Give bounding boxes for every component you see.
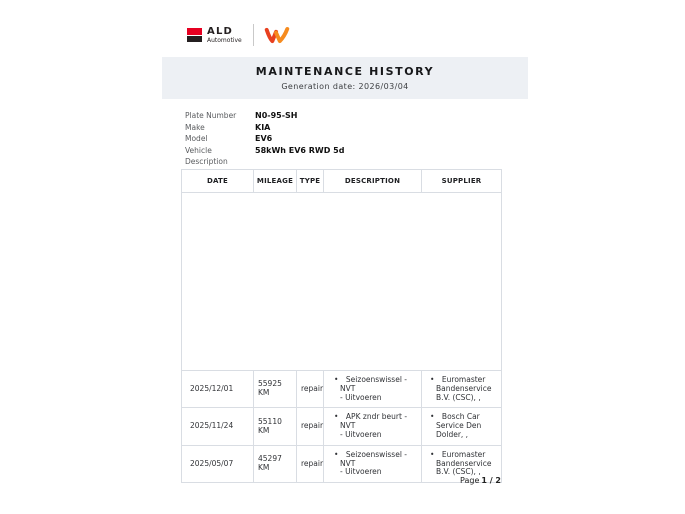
info-value: KIA (255, 122, 271, 132)
cell-date: 2025/05/07 (182, 445, 254, 482)
logo-divider (253, 24, 254, 46)
table-row (182, 371, 502, 408)
column-header-type: TYPE (297, 170, 324, 193)
table-header-row (182, 170, 502, 193)
ald-logo (187, 27, 242, 44)
maintenance-table-wrap (181, 169, 502, 483)
vehicle-info-row (185, 110, 344, 122)
supplier-item: • Euromaster Bandenservice B.V. (CSC), , (430, 375, 492, 402)
description-item: • APK zndr beurt - NVT (334, 412, 408, 431)
vehicle-info-row (185, 122, 344, 134)
empty-table-cell (182, 193, 502, 371)
brand-header (187, 24, 291, 46)
column-header-supplier: SUPPLIER (422, 170, 502, 193)
info-label: Plate Number (185, 111, 237, 120)
cell-supplier (422, 371, 502, 408)
cell-description (324, 371, 422, 408)
cell-date: 2025/11/24 (182, 408, 254, 445)
description-item: • Seizoenswissel - NVT (334, 375, 408, 393)
info-label: Model (185, 134, 208, 144)
cell-mileage: 55110 KM (254, 408, 297, 445)
empty-table-area (182, 193, 502, 371)
ald-square-icon (187, 28, 202, 42)
info-label: Vehicle Description (185, 145, 228, 167)
info-value: EV6 (255, 134, 273, 144)
w-logo-icon (263, 25, 291, 46)
info-value: N0-95-SH (255, 111, 298, 120)
cell-description (324, 408, 422, 445)
supplier-item: • Bosch Car Service Den Dolder, , (430, 412, 482, 439)
cell-supplier (422, 408, 502, 445)
info-label: Make (185, 122, 205, 132)
info-value: 58kWh EV6 RWD 5d (255, 145, 345, 155)
cell-mileage: 45297 KM (254, 445, 297, 482)
page-number: 1 / 2 (481, 476, 501, 485)
title-band (162, 57, 528, 99)
description-subline: - Uitvoeren (340, 392, 382, 402)
description-subline: - Uitvoeren (340, 467, 382, 477)
page-label: Page (460, 476, 480, 485)
cell-type: repair (297, 371, 324, 408)
cell-type: repair (297, 445, 324, 482)
vehicle-info-list (185, 110, 344, 168)
description-subline: - Uitvoeren (340, 429, 382, 439)
generation-date: Generation date: 2026/03/04 (281, 82, 409, 91)
table-body (182, 193, 502, 483)
table-row (182, 408, 502, 445)
brand-name: ALD (207, 25, 234, 37)
column-header-date: DATE (182, 170, 254, 193)
cell-type: repair (297, 408, 324, 445)
maintenance-table (181, 169, 502, 483)
column-header-mileage: MILEAGE (254, 170, 297, 193)
description-item: • Seizoenswissel - NVT (334, 449, 408, 468)
page-title: MAINTENANCE HISTORY (255, 65, 435, 78)
cell-date: 2025/12/01 (182, 371, 254, 408)
column-header-description: DESCRIPTION (324, 170, 422, 193)
page-footer (181, 476, 501, 485)
vehicle-info-row (185, 133, 344, 145)
brand-tagline: Automotive (207, 36, 242, 44)
supplier-item: • Euromaster Bandenservice B.V. (CSC), , (430, 449, 492, 477)
vehicle-info-row (185, 145, 344, 168)
cell-mileage: 55925 KM (254, 371, 297, 408)
